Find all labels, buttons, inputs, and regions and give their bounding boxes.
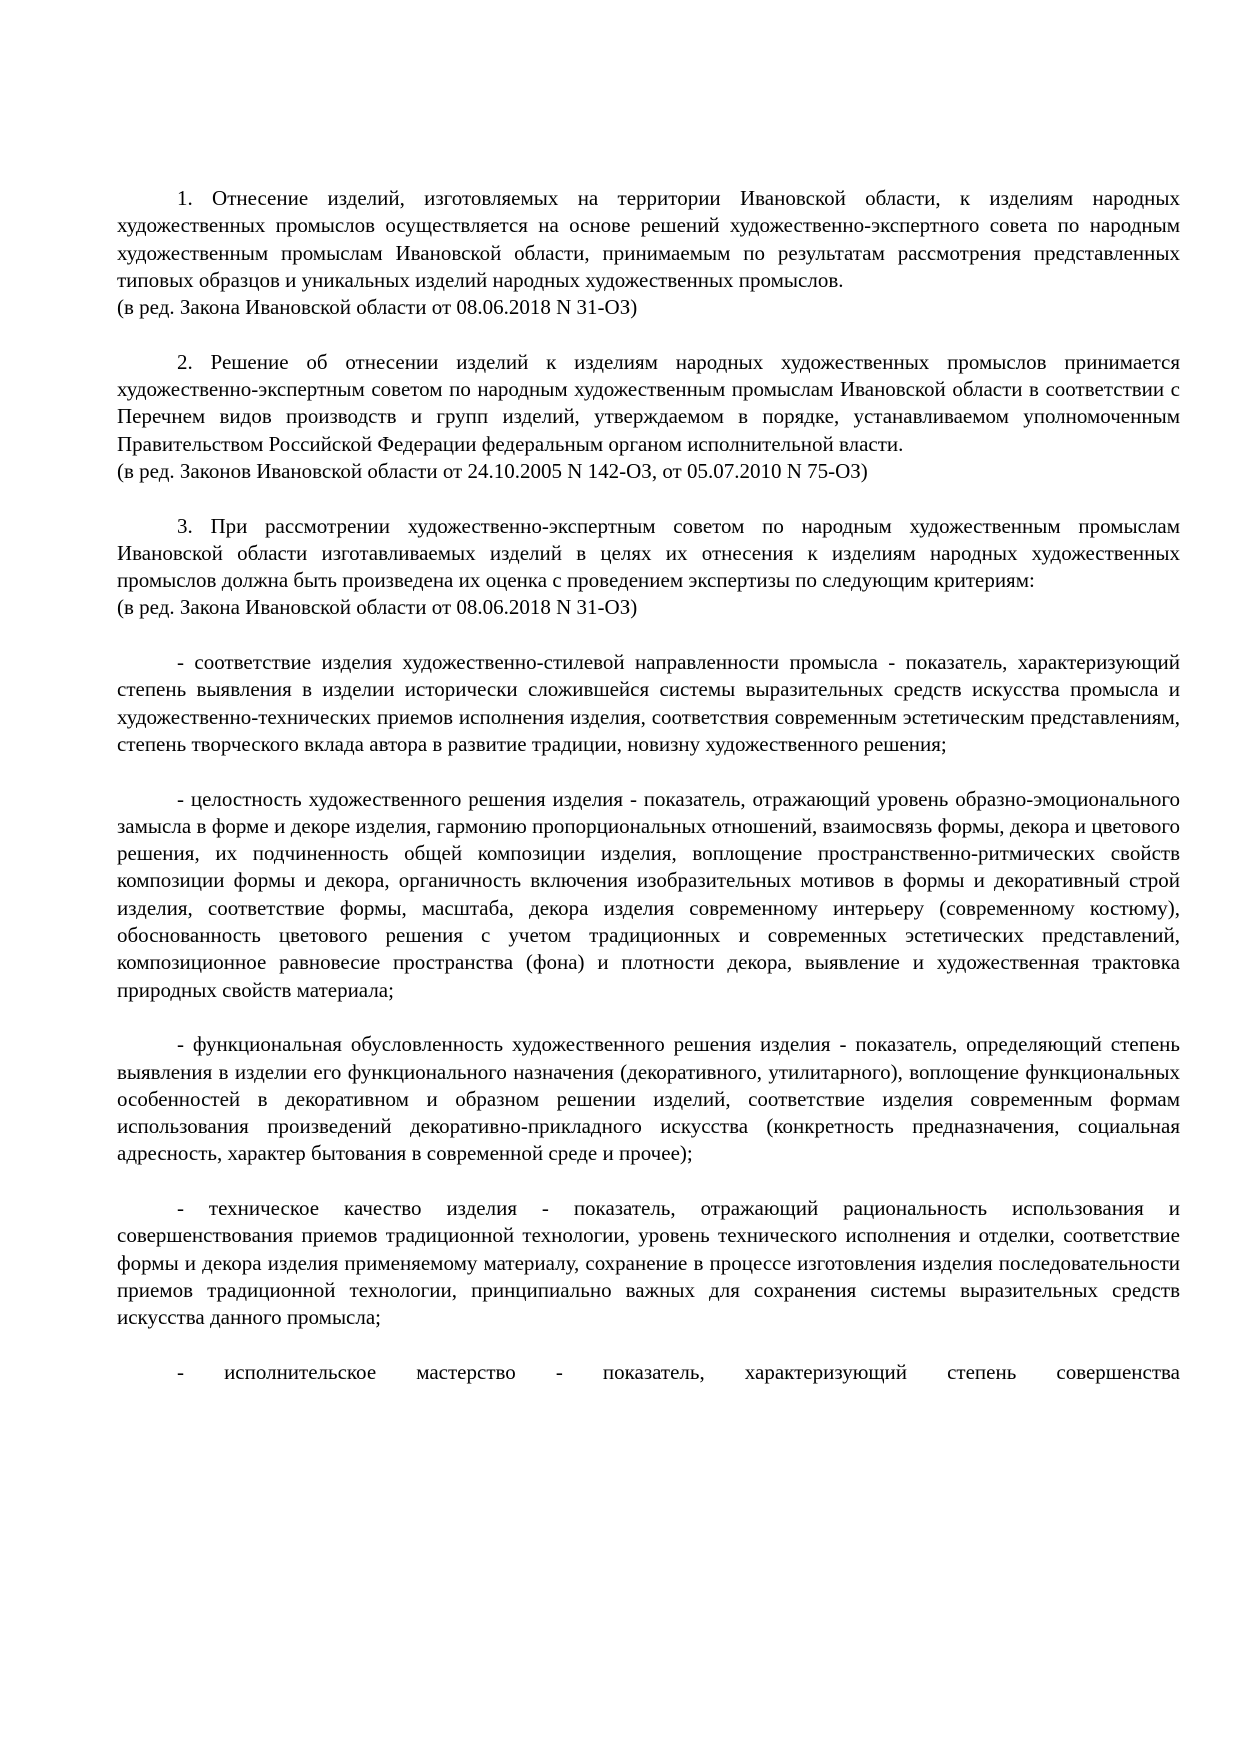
criterion-style: - соответствие изделия художественно-стилевой направленности промысла - показатель, характеризующий степень выявления в изделии исторически сложившейся системы выразительных средств искусства промысла и художественно-технических приемов исполнения изделия, соответствия современным эстетическим представлениям, степень творческого вклада автора в развитие традиции, новизну художественного решения; (117, 650, 1180, 756)
criterion-technical-quality: - техническое качество изделия - показатель, отражающий рациональность использования и совершенствования приемов традиционной технологии, уровень технического исполнения и отделки, соответствие формы и декора изделия применяемому материалу, сохранение в процессе изготовления изделия последовательности приемов традиционной технологии, принципиально важных для сохранения системы выразительных средств искусства данного промысла; (117, 1195, 1180, 1330)
paragraph-2: 2. Решение об отнесении изделий к изделиям народных художественных промыслов принимается художественно-экспертным советом по народным художественным промыслам Ивановской области в соответствии с Перечнем видов производств и групп изделий, утверждаемом в порядке, устанавливаемом уполномоченным Правительством Российской Федерации федеральным органом исполнительной власти. (117, 349, 1180, 456)
amendment-note-3: (в ред. Закона Ивановской области от 08.06.2018 N 31-ОЗ) (117, 595, 638, 620)
paragraph-3: 3. При рассмотрении художественно-экспертным советом по народным художественным промыслам Ивановской области изготавливаемых изделий в целях их отнесения к изделиям народных художественных промыслов должна быть произведена их оценка с проведением экспертизы по следующим критериям: (117, 513, 1180, 593)
document-page (117, 185, 1180, 1386)
criterion-integrity: - целостность художественного решения изделия - показатель, отражающий уровень образно-эмоционального замысла в форме и декоре изделия, гармонию пропорциональных отношений, взаимосвязь формы, декора и цветового решения, их подчиненность общей композиции изделия, воплощение пространственно-ритмических свойств композиции формы и декора, органичность включения изобразительных мотивов в формы и декоративный строй изделия, соответствие формы, масштаба, декора изделия современному интерьеру (современному костюму), обоснованность цветового решения с учетом традиционных и современных эстетических представлений, композиционное равновесие пространства (фона) и плотности декора, выявление и художественная трактовка природных свойств материала; (117, 786, 1180, 1002)
amendment-note-1: (в ред. Закона Ивановской области от 08.06.2018 N 31-ОЗ) (117, 295, 638, 320)
criterion-function: - функциональная обусловленность художественного решения изделия - показатель, определяющий степень выявления в изделии его функционального назначения (декоративного, утилитарного), воплощение функциональных особенностей в декоративном и образном решении изделий, соответствие изделия современным формам использования произведений декоративно-прикладного искусства (конкретность предназначения, социальная адресность, характер бытования в современной среде и прочее); (117, 1032, 1180, 1166)
criterion-craftsmanship: - исполнительское мастерство - показатель, характеризующий степень совершенства (177, 1359, 1180, 1384)
amendment-note-2: (в ред. Законов Ивановской области от 24.10.2005 N 142-ОЗ, от 05.07.2010 N 75-ОЗ) (117, 458, 868, 483)
paragraph-1: 1. Отнесение изделий, изготовляемых на территории Ивановской области, к изделиям народных художественных промыслов осуществляется на основе решений художественно-экспертного совета по народным художественным промыслам Ивановской области, принимаемым по результатам рассмотрения представленных типовых образцов и уникальных изделий народных художественных промыслов. (117, 186, 1180, 292)
